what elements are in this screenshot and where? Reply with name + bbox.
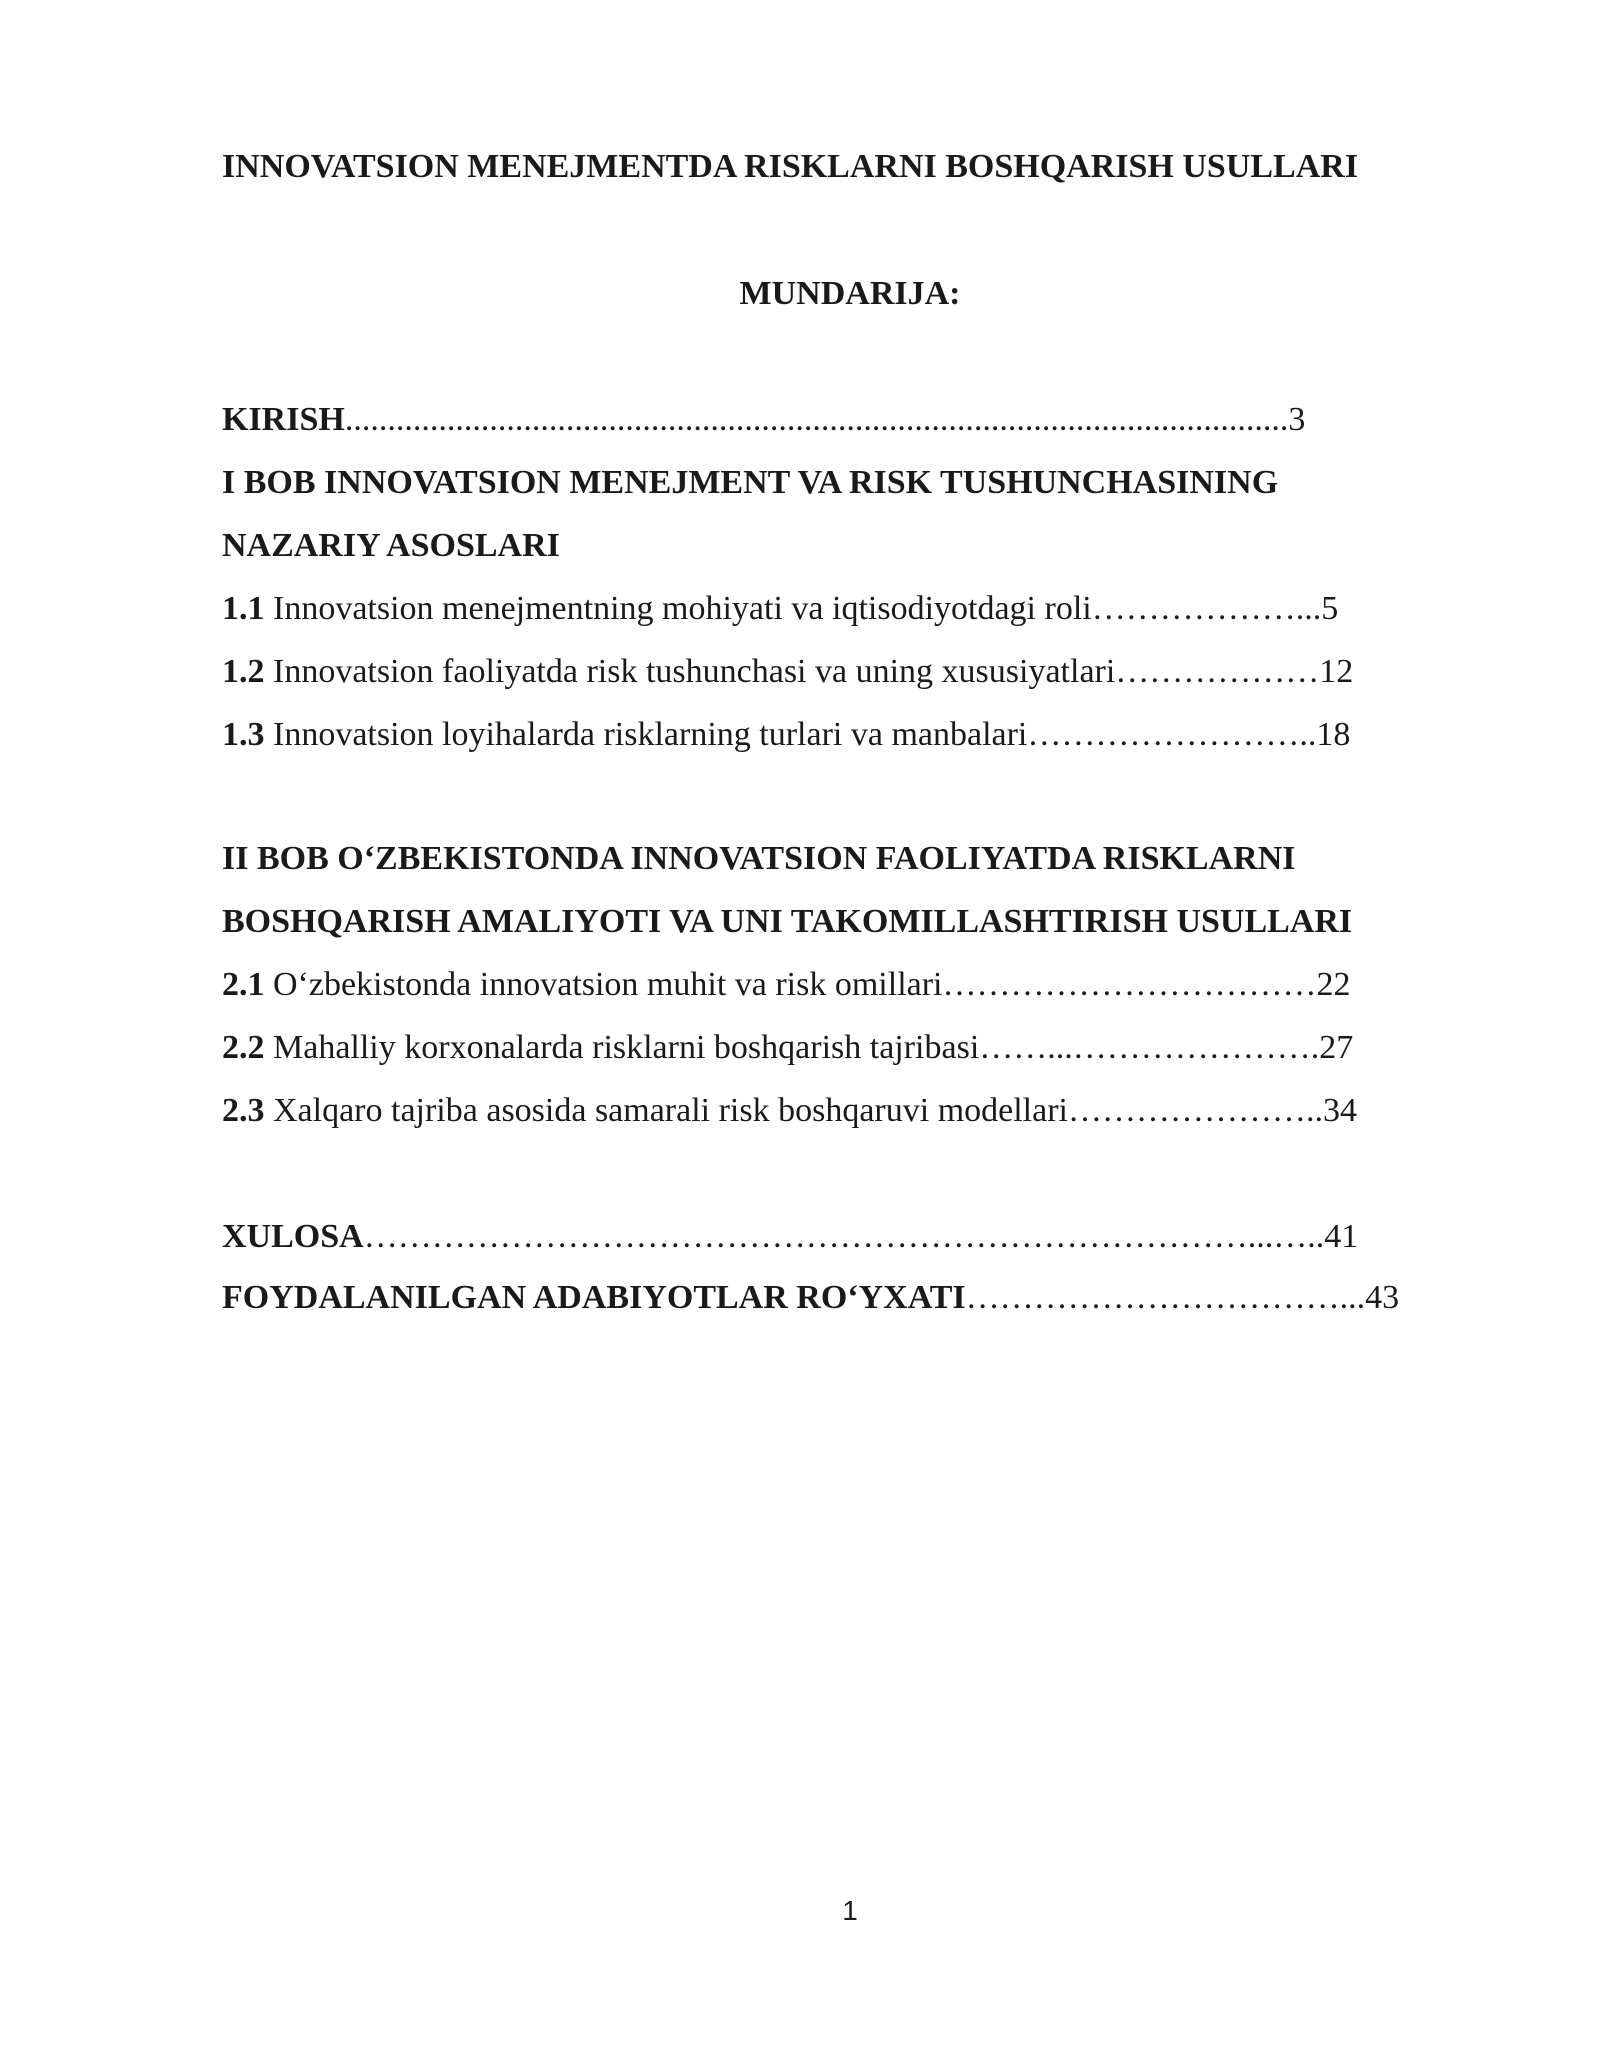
toc-entry-leader: ……...………………… (979, 1029, 1311, 1066)
toc-chapter1-title-line2: NAZARIY ASOSLARI (222, 527, 560, 564)
toc-conclusion-page: .41 (1315, 1218, 1359, 1255)
toc-entry-1-2 (222, 652, 1353, 692)
toc-entry-text: Innovatsion loyihalarda risklarning turlari va manbalari (264, 716, 1028, 753)
toc-entry-text: Xalqaro tajriba asosida samarali risk boshqaruvi modellari (264, 1092, 1068, 1129)
document-title: INNOVATSION MENEJMENTDA RISKLARNI BOSHQARISH USULLARI (222, 148, 1359, 185)
toc-entry-2-3 (222, 1091, 1357, 1131)
toc-heading: MUNDARIJA: (739, 275, 961, 312)
toc-entry-references (222, 1278, 1399, 1318)
toc-entry-text: Innovatsion faoliyatda risk tushunchasi va uning xususiyatlari (264, 653, 1116, 690)
toc-entry-leader: ………………. (1091, 590, 1305, 627)
toc-entry-page: ..18 (1299, 716, 1351, 753)
toc-entry-intro (222, 400, 1305, 440)
toc-entry-conclusion (222, 1217, 1358, 1257)
toc-entry-number: 1.3 (222, 716, 265, 753)
toc-entry-leader: …………………… (1027, 716, 1300, 753)
toc-chapter2-title-line2: BOSHQARISH AMALIYOTI VA UNI TAKOMILLASHTIRISH USULLARI (222, 903, 1353, 940)
toc-entry-number: 1.2 (222, 653, 265, 690)
toc-entry-2-1 (222, 965, 1351, 1005)
toc-entry-leader: …………………………… (942, 966, 1317, 1003)
toc-references-label: FOYDALANILGAN ADABIYOTLAR RO‘YXATI (222, 1279, 966, 1316)
toc-entry-text: O‘zbekistonda innovatsion muhit va risk omillari (264, 966, 943, 1003)
toc-entry-text: Mahalliy korxonalarda risklarni boshqarish tajribasi (264, 1029, 980, 1066)
toc-intro-page: 3 (1288, 401, 1306, 438)
toc-entry-leader: …………………. (1067, 1092, 1315, 1129)
toc-chapter1-title-line1: I BOB INNOVATSION MENEJMENT VA RISK TUSHUNCHASINING (222, 464, 1279, 501)
toc-entry-number: 2.3 (222, 1092, 265, 1129)
toc-references-page: .43 (1356, 1279, 1400, 1316)
toc-entry-number: 2.2 (222, 1029, 265, 1066)
toc-entry-2-2 (222, 1028, 1353, 1068)
toc-chapter2-title-line1: II BOB O‘ZBEKISTONDA INNOVATSION FAOLIYATDA RISKLARNI (222, 840, 1296, 877)
toc-entry-page: .34 (1314, 1092, 1357, 1129)
toc-entry-text: Innovatsion menejmentning mohiyati va iqtisodiyotdagi roli (264, 590, 1092, 627)
toc-conclusion-leader: ……………………………………………………………………...…. (363, 1218, 1316, 1255)
toc-references-leader: …………………………….. (965, 1279, 1357, 1316)
toc-entry-page: 12 (1319, 653, 1354, 690)
toc-entry-page: ..5 (1304, 590, 1339, 627)
toc-entry-number: 2.1 (222, 966, 265, 1003)
toc-entry-leader: ……………… (1115, 653, 1320, 690)
toc-entry-1-3 (222, 715, 1350, 755)
toc-entry-1-1 (222, 589, 1338, 629)
toc-conclusion-label: XULOSA (222, 1218, 364, 1255)
page-number: 1 (842, 1895, 858, 1926)
toc-entry-page: .27 (1310, 1029, 1354, 1066)
toc-entry-page: 22 (1316, 966, 1351, 1003)
toc-intro-label: KIRISH (222, 401, 345, 438)
toc-entry-number: 1.1 (222, 590, 265, 627)
toc-intro-leader: ............................................................................................................... (344, 401, 1289, 438)
